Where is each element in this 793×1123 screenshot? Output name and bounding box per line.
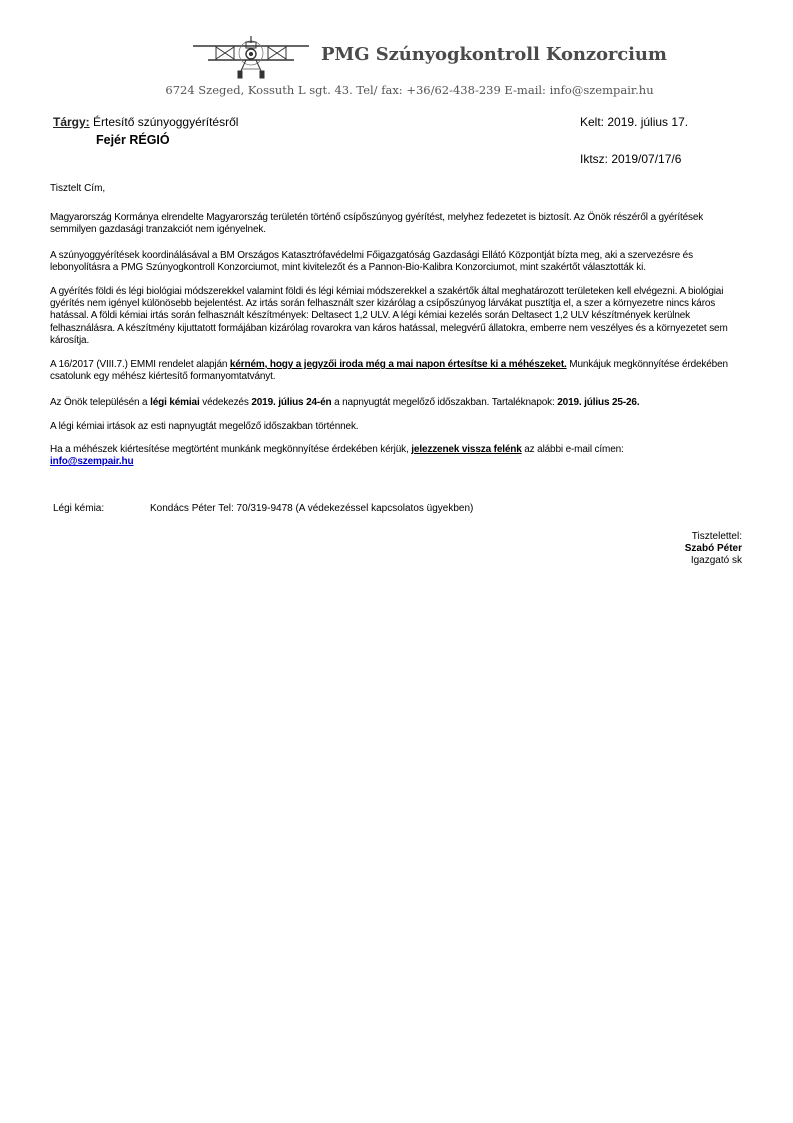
- p4-outro: Munkájuk megkönnyítése érdekében csatolunk egy méhész kiértesítő formanyomtatványt.: [50, 359, 728, 383]
- region-title: Fejér RÉGIÓ: [96, 133, 170, 147]
- paragraph-coordination: A szúnyoggyérítések koordinálásával a BM Országos Katasztrófavédelmi Főigazgatóság Gazdasági Ellátó Központját bízta meg, aki a szervezésre és lebonyolításra a PMG Szúnyogkontroll Konzorciumot, mint kivitelezőt és a Pannon-Bio-Kalibra Konzorciumot, mint szakértőt választották ki.: [50, 250, 693, 274]
- contact-line: [53, 503, 473, 514]
- signer-title: Igazgató sk: [690, 555, 742, 566]
- contact-label: Légi kémia:: [53, 503, 105, 514]
- subject-line: [53, 115, 238, 129]
- treatment-type: légi kémiai: [150, 397, 200, 408]
- company-name: PMG Szúnyogkontroll Konzorcium: [321, 44, 667, 65]
- company-address: 6724 Szeged, Kossuth L sgt. 43. Tel/ fax: +36/62-438-239 E-mail: info@szempair.hu: [165, 83, 654, 97]
- letter-date: Kelt: 2019. július 17.: [580, 115, 689, 129]
- p5-intro: Az Önök településén a: [50, 397, 151, 408]
- company-address-line: [0, 83, 793, 97]
- subject-label: Tárgy:: [53, 115, 90, 129]
- biplane-icon: [190, 33, 312, 83]
- p4-request-emphasis: kérném, hogy a jegyzői iroda még a mai napon értesítse ki a méhészeket.: [229, 359, 567, 370]
- reserve-dates: 2019. július 25-26.: [557, 397, 640, 408]
- treatment-date: 2019. július 24-én: [251, 397, 332, 408]
- p4-intro: A 16/2017 (VIII.7.) EMMI rendelet alapján: [50, 359, 230, 370]
- p5-mid: védekezés: [199, 397, 252, 408]
- closing: Tisztelettel:: [691, 531, 742, 542]
- paragraph-timing: A légi kémiai irtások az esti napnyugtát megelőző időszakban történnek.: [50, 421, 359, 432]
- signer-name: Szabó Péter: [684, 543, 742, 554]
- letterhead: [0, 0, 793, 100]
- p7-outro: az alábbi e-mail címen:: [521, 444, 624, 455]
- paragraph-beekeeper-notice: [50, 359, 750, 383]
- p5-mid2: a napnyugtát megelőző időszakban. Tartaléknapok:: [331, 397, 558, 408]
- salutation: Tisztelt Cím,: [50, 183, 106, 194]
- p7-feedback-emphasis: jelezzenek vissza felénk: [411, 444, 522, 455]
- contact-value: Kondács Péter Tel: 70/319-9478 (A védekezéssel kapcsolatos ügyekben): [150, 503, 474, 514]
- reference-number: Iktsz: 2019/07/17/6: [580, 152, 682, 166]
- email-link[interactable]: info@szempair.hu: [50, 456, 134, 468]
- paragraph-feedback: [50, 444, 750, 468]
- subject-text: Értesítő szúnyoggyérítésről: [93, 115, 239, 129]
- p7-intro: Ha a méhészek kiértesítése megtörtént munkánk megkönnyítése érdekében kérjük,: [50, 444, 412, 455]
- paragraph-funding: Magyarország Kormánya elrendelte Magyarország területén történő csípőszúnyog gyérítést, melyhez fedezetet is biztosít. Az Önök részéről a gyérítések semmilyen gazdasági tranzakciót nem igényelnek.: [50, 212, 704, 236]
- paragraph-methods: A gyérítés földi és légi biológiai módszerekkel valamint földi és légi kémiai módszerekkel a szakértők által meghatározott területeken kell elvégezni. A biológiai gyérítés nem igényel különösebb bejelentést. Az irtás során felhasznált szer kizárólag a csípőszúnyog lárvákat pusztítja el, a szer a környezetre nincs káros hatással. A földi kémiai irtás során felhasznált készítmények: Deltasect 1,2 ULV. A légi kémiai kezelés során Deltasect 1,2 ULV készítmények kerülnek felhasználásra. A készítmény kijuttatott formájában kizárólag rovarokra van káros hatással, melegvérű állatokra, emberre nem veszélyes és a környezetet sem károsítja.: [50, 286, 728, 346]
- paragraph-schedule: [50, 397, 750, 409]
- signature-block: [685, 531, 742, 567]
